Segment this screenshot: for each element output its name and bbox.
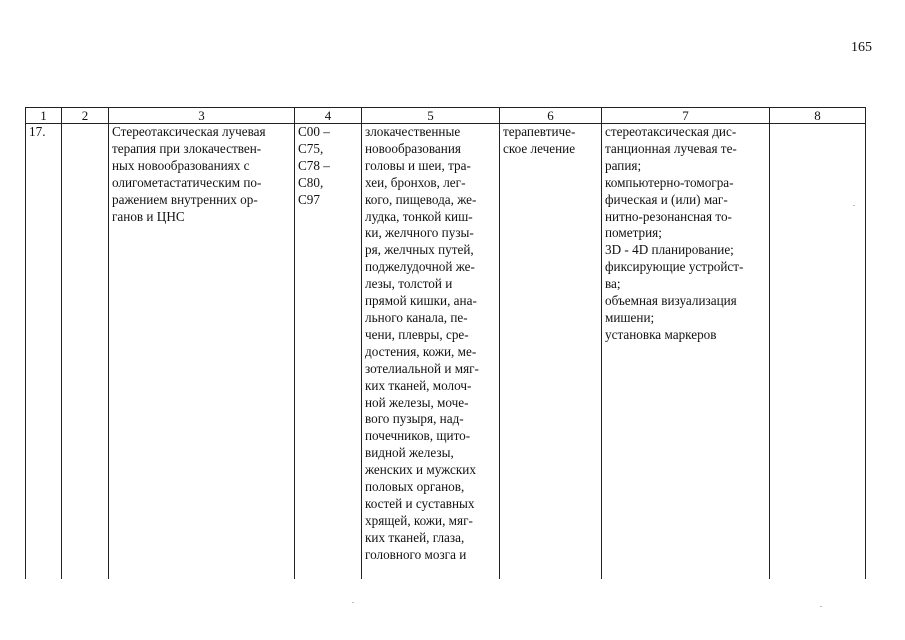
scan-speck [853, 205, 855, 206]
row-number-cell [26, 124, 62, 580]
column-header-5: 5 [362, 108, 500, 124]
icd-codes-cell [295, 124, 362, 580]
scan-speck [820, 606, 822, 607]
diagnosis-cell [362, 124, 500, 580]
column-header-7: 7 [602, 108, 770, 124]
procedures-table [25, 107, 866, 579]
icd-codes: C00 – C75, C78 – C80, C97 [298, 124, 330, 207]
column-header-1: 1 [26, 108, 62, 124]
treatment-name: Стереотаксическая лучевая терапия при злокачествен- ных новообразованиях с олигометастатическим по- ражением внутренних ор- ганов и ЦНС [112, 124, 266, 224]
method-text: стереотаксическая дис- танционная лучевая те- рапия; компьютерно-томогра- фическая и (или) маг- нитно-резонансная то- пометрия; 3D - 4D планирование; фиксирующие устройст- ва; объемная визуализация мишени; установка маркеров [605, 124, 744, 342]
treatment-type: терапевтиче- ское лечение [503, 124, 576, 156]
column-header-2: 2 [62, 108, 109, 124]
row-number: 17. [29, 124, 46, 139]
column-header-4: 4 [295, 108, 362, 124]
diagnosis-text: злокачественные новообразования головы и шеи, тра- хеи, бронхов, лег- кого, пищевода, же- лудка, тонкой киш- ки, желчного пузы- ря, желчных путей, поджелудочной же- лезы, толстой и прямой кишки, ана- льного канала, пе- чени, плевры, сре- достения, кожи, ме- зотелиальной и мяг- ких тканей, молоч- ной железы, моче- вого пузыря, над- почечников, щито- видной железы, женских и мужских половых органов, костей и суставных хрящей, кожи, мяг- ких тканей, глаза, головного мозга и [365, 124, 479, 562]
method-cell [602, 124, 770, 580]
column-8-cell [770, 124, 866, 580]
treatment-name-cell [109, 124, 295, 580]
scan-speck [352, 602, 354, 603]
table-header-row [26, 108, 866, 124]
column-header-6: 6 [500, 108, 602, 124]
column-2-cell [62, 124, 109, 580]
treatment-type-cell [500, 124, 602, 580]
column-header-3: 3 [109, 108, 295, 124]
table-row [26, 124, 866, 580]
column-header-8: 8 [770, 108, 866, 124]
page-number: 165 [851, 40, 872, 55]
